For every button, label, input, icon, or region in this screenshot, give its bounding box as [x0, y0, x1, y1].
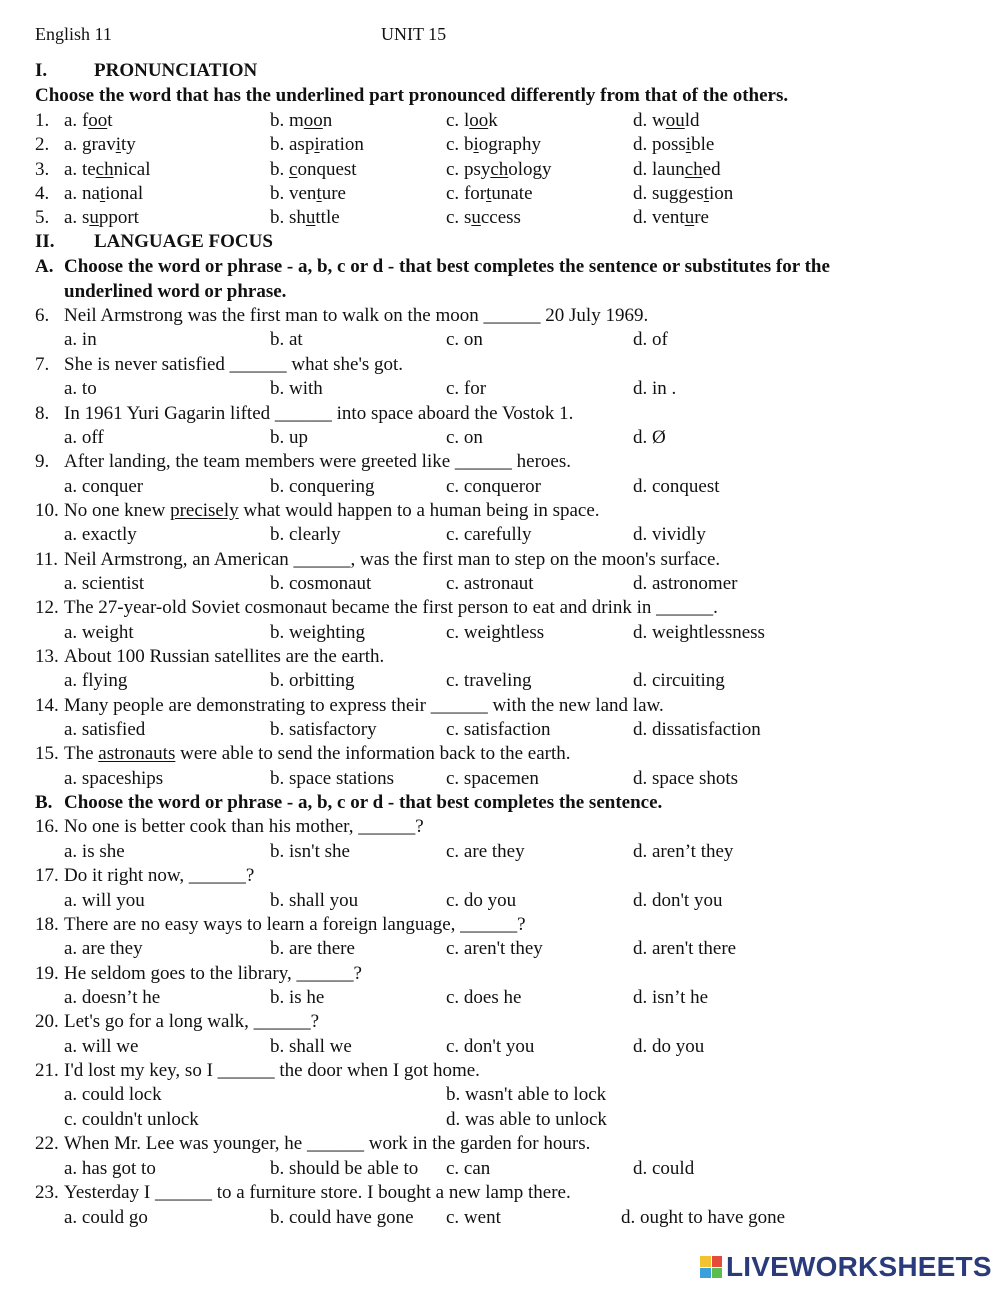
- question-text: The 27-year-old Soviet cosmonaut became the first person to eat and drink in ______.: [64, 597, 718, 618]
- underlined-word: precisely: [170, 500, 239, 521]
- question-12: 12. The 27-year-old Soviet cosmonaut became the first person to eat and drink in ______.: [35, 597, 718, 618]
- section-language-focus-heading: II. LANGUAGE FOCUS: [35, 231, 273, 252]
- option-a: a. could lock: [64, 1084, 162, 1105]
- option-b: b. moon: [270, 110, 333, 131]
- pron-question-2: 2. a. gravity b. aspiration c. biography d. possible: [35, 134, 715, 155]
- question-7-options: [0, 377, 1000, 401]
- question-text: No one is better cook than his mother, ______?: [64, 816, 424, 837]
- question-11-options: [0, 572, 1000, 596]
- underlined-part: t: [99, 183, 106, 204]
- option-b: b. shall you: [270, 890, 359, 911]
- option-b: b. shall we: [270, 1036, 352, 1057]
- question-7: 7. She is never satisfied ______ what she's got.: [35, 354, 404, 375]
- option-d: d. circuiting: [633, 670, 725, 691]
- option-a: a. has got to: [64, 1158, 156, 1179]
- pron-question-3: 3. a. technical b. conquest c. psychology d. launched: [35, 159, 721, 180]
- option-c: c. don't you: [446, 1036, 535, 1057]
- question-text: When Mr. Lee was younger, he ______ work in the garden for hours.: [64, 1133, 591, 1154]
- question-23: 23. Yesterday I ______ to a furniture store. I bought a new lamp there.: [35, 1182, 571, 1203]
- option-c: c. weightless: [446, 622, 545, 643]
- option-b: b. should be able to: [270, 1158, 419, 1179]
- underlined-part: t: [316, 183, 322, 204]
- page-header: [0, 22, 1000, 46]
- option-a: a. doesn’t he: [64, 987, 161, 1008]
- option-d: d. aren't there: [633, 938, 737, 959]
- option-a: a. exactly: [64, 524, 137, 545]
- option-d: d. launched: [633, 159, 721, 180]
- underlined-part: i: [314, 134, 320, 155]
- question-6-options: [0, 328, 1000, 352]
- question-9-options: [0, 475, 1000, 499]
- option-c: c. success: [446, 207, 521, 228]
- option-c: c. spacemen: [446, 768, 539, 789]
- option-a: a. foot: [64, 110, 113, 131]
- option-d: d. conquest: [633, 476, 720, 497]
- option-b: b. up: [270, 427, 308, 448]
- question-text: Do it right now, ______?: [64, 865, 255, 886]
- pronunciation-instruction: Choose the word that has the underlined part pronounced differently from that of the others.: [35, 85, 789, 106]
- pron-question-5: 5. a. support b. shuttle c. success d. venture: [35, 207, 709, 228]
- underlined-part: u: [89, 207, 99, 228]
- underlined-part: ou: [665, 110, 685, 131]
- question-20: 20. Let's go for a long walk, ______?: [35, 1011, 320, 1032]
- question-text: She is never satisfied ______ what she's got.: [64, 354, 404, 375]
- option-d: d. vividly: [633, 524, 706, 545]
- option-d: d. ought to have gone: [621, 1207, 786, 1228]
- question-6: 6. Neil Armstrong was the first man to walk on the moon ______ 20 July 1969.: [35, 305, 649, 326]
- option-b: b. conquering: [270, 476, 375, 497]
- question-text: Let's go for a long walk, ______?: [64, 1011, 320, 1032]
- subject-label: English 11: [35, 24, 112, 44]
- part-b-instruction: B. Choose the word or phrase - a, b, c or d - that best completes the sentence.: [35, 792, 663, 813]
- option-c: c. do you: [446, 890, 517, 911]
- option-b: b. isn't she: [270, 841, 350, 862]
- option-d: d. don't you: [633, 890, 723, 911]
- underlined-part: oo: [88, 110, 108, 131]
- option-b: b. wasn't able to lock: [446, 1084, 607, 1105]
- option-c: c. for: [446, 378, 487, 399]
- option-a: a. national: [64, 183, 144, 204]
- option-a: a. technical: [64, 159, 151, 180]
- underlined-part: ch: [95, 159, 114, 180]
- part-a-instruction-cont: underlined word or phrase.: [64, 281, 287, 302]
- underlined-part: i: [473, 134, 479, 155]
- option-b: b. clearly: [270, 524, 341, 545]
- option-c: c. look: [446, 110, 498, 131]
- question-22-options: [0, 1157, 1000, 1181]
- question-12-options: [0, 621, 1000, 645]
- section-pronunciation-heading: I. PRONUNCIATION: [35, 60, 258, 81]
- question-19: 19. He seldom goes to the library, ______?: [35, 963, 362, 984]
- question-text: The astronauts were able to send the information back to the earth.: [64, 743, 571, 764]
- question-text: In 1961 Yuri Gagarin lifted ______ into space aboard the Vostok 1.: [64, 403, 574, 424]
- option-d: d. possible: [633, 134, 715, 155]
- logo-mark-icon: [700, 1256, 722, 1278]
- question-18: 18. There are no easy ways to learn a foreign language, ______?: [35, 914, 526, 935]
- underlined-part: u: [684, 207, 695, 228]
- option-c: c. fortunate: [446, 183, 533, 204]
- pron-question-1: 1. a. foot b. moon c. look d. would: [35, 110, 700, 131]
- question-10-options: [0, 523, 1000, 547]
- underlined-part: oo: [303, 110, 323, 131]
- underlined-part: u: [471, 207, 481, 228]
- underlined-part: c: [289, 159, 298, 180]
- question-19-options: [0, 986, 1000, 1010]
- brand-name: LIVEWORKSHEETS: [726, 1251, 992, 1282]
- option-c: c. psychology: [446, 159, 552, 180]
- liveworksheets-logo: [700, 1252, 992, 1282]
- unit-label: UNIT 15: [381, 24, 447, 44]
- option-c: c. biography: [446, 134, 541, 155]
- option-c: c. astronaut: [446, 573, 534, 594]
- option-d: d. Ø: [633, 427, 666, 448]
- option-b: b. satisfactory: [270, 719, 377, 740]
- question-text: Neil Armstrong, an American ______, was the first man to step on the moon's surface.: [64, 549, 721, 570]
- option-c: c. does he: [446, 987, 522, 1008]
- option-d: d. isn’t he: [633, 987, 709, 1008]
- option-a: a. spaceships: [64, 768, 164, 789]
- option-a: a. gravity: [64, 134, 136, 155]
- question-23-options: [0, 1206, 1000, 1230]
- option-a: a. weight: [64, 622, 134, 643]
- option-a: a. could go: [64, 1207, 148, 1228]
- option-a: a. scientist: [64, 573, 145, 594]
- option-a: a. support: [64, 207, 139, 228]
- option-d: d. aren’t they: [633, 841, 734, 862]
- question-15: 15. The astronauts were able to send the information back to the earth.: [35, 743, 571, 764]
- option-d: d. was able to unlock: [446, 1109, 607, 1130]
- option-c: c. satisfaction: [446, 719, 551, 740]
- question-14: 14. Many people are demonstrating to express their ______ with the new land law.: [35, 695, 664, 716]
- question-14-options: [0, 718, 1000, 742]
- question-16-options: [0, 840, 1000, 864]
- question-13: 13. About 100 Russian satellites are the earth.: [35, 646, 385, 667]
- underlined-part: i: [115, 134, 121, 155]
- option-c: c. on: [446, 427, 483, 448]
- option-c: c. conqueror: [446, 476, 541, 497]
- underlined-part: ch: [490, 159, 509, 180]
- underlined-part: oo: [469, 110, 489, 131]
- option-b: b. are there: [270, 938, 355, 959]
- question-21: 21. I'd lost my key, so I ______ the door when I got home.: [35, 1060, 480, 1081]
- part-a-instruction: A. Choose the word or phrase - a, b, c or d - that best completes the sentence or substitutes for the: [35, 256, 830, 277]
- question-8-options: [0, 426, 1000, 450]
- question-22: 22. When Mr. Lee was younger, he ______ work in the garden for hours.: [35, 1133, 591, 1154]
- option-c: c. are they: [446, 841, 525, 862]
- option-b: b. with: [270, 378, 323, 399]
- question-15-options: [0, 767, 1000, 791]
- option-b: b. space stations: [270, 768, 395, 789]
- question-10: 10. No one knew precisely what would happen to a human being in space.: [35, 500, 600, 521]
- option-b: b. at: [270, 329, 303, 350]
- question-17: 17. Do it right now, ______?: [35, 865, 255, 886]
- option-d: d. space shots: [633, 768, 739, 789]
- option-d: d. would: [633, 110, 700, 131]
- question-21-options-row2: [0, 1108, 1000, 1132]
- option-d: d. of: [633, 329, 668, 350]
- question-text: I'd lost my key, so I ______ the door when I got home.: [64, 1060, 480, 1081]
- option-a: a. will you: [64, 890, 145, 911]
- underlined-part: t: [703, 183, 710, 204]
- option-a: a. satisfied: [64, 719, 146, 740]
- option-a: a. to: [64, 378, 97, 399]
- option-a: a. will we: [64, 1036, 139, 1057]
- option-b: b. shuttle: [270, 207, 340, 228]
- question-text: After landing, the team members were greeted like ______ heroes.: [64, 451, 572, 472]
- underlined-word: astronauts: [98, 743, 176, 764]
- option-d: d. weightlessness: [633, 622, 765, 643]
- option-a: a. flying: [64, 670, 128, 691]
- option-a: a. in: [64, 329, 97, 350]
- pron-question-4: 4. a. national b. venture c. fortunate d. suggestion: [35, 183, 734, 204]
- question-13-options: [0, 669, 1000, 693]
- option-b: b. venture: [270, 183, 346, 204]
- option-d: d. could: [633, 1158, 695, 1179]
- option-c: c. went: [446, 1207, 501, 1228]
- option-b: b. is he: [270, 987, 325, 1008]
- question-11: 11. Neil Armstrong, an American ______, was the first man to step on the moon's surface.: [35, 549, 721, 570]
- underlined-part: t: [486, 183, 492, 204]
- question-9: 9. After landing, the team members were greeted like ______ heroes.: [35, 451, 572, 472]
- underlined-part: ch: [684, 159, 703, 180]
- option-c: c. traveling: [446, 670, 532, 691]
- question-18-options: [0, 937, 1000, 961]
- option-d: d. do you: [633, 1036, 705, 1057]
- underlined-part: i: [685, 134, 692, 155]
- option-c: c. carefully: [446, 524, 532, 545]
- option-d: d. suggestion: [633, 183, 734, 204]
- option-c: c. on: [446, 329, 483, 350]
- question-text: There are no easy ways to learn a foreign language, ______?: [64, 914, 526, 935]
- question-8: 8. In 1961 Yuri Gagarin lifted ______ into space aboard the Vostok 1.: [35, 403, 574, 424]
- question-text: Many people are demonstrating to express their ______ with the new land law.: [64, 695, 664, 716]
- question-21-options-row1: [0, 1083, 1000, 1107]
- option-a: a. conquer: [64, 476, 144, 497]
- option-a: a. are they: [64, 938, 143, 959]
- underlined-part: u: [305, 207, 316, 228]
- option-c: c. aren't they: [446, 938, 543, 959]
- option-c: c. couldn't unlock: [64, 1109, 199, 1130]
- option-b: b. cosmonaut: [270, 573, 372, 594]
- option-d: d. venture: [633, 207, 709, 228]
- option-b: b. weighting: [270, 622, 365, 643]
- question-text: Yesterday I ______ to a furniture store. I bought a new lamp there.: [64, 1182, 571, 1203]
- option-c: c. can: [446, 1158, 491, 1179]
- question-17-options: [0, 889, 1000, 913]
- question-text: He seldom goes to the library, ______?: [64, 963, 362, 984]
- option-a: a. off: [64, 427, 104, 448]
- option-b: b. conquest: [270, 159, 357, 180]
- question-text: About 100 Russian satellites are the earth.: [64, 646, 385, 667]
- option-d: d. astronomer: [633, 573, 738, 594]
- option-b: b. could have gone: [270, 1207, 414, 1228]
- question-20-options: [0, 1035, 1000, 1059]
- option-d: d. in .: [633, 378, 677, 399]
- option-d: d. dissatisfaction: [633, 719, 761, 740]
- question-text: No one knew precisely what would happen to a human being in space.: [64, 500, 600, 521]
- option-a: a. is she: [64, 841, 125, 862]
- question-16: 16. No one is better cook than his mother, ______?: [35, 816, 424, 837]
- question-text: Neil Armstrong was the first man to walk on the moon ______ 20 July 1969.: [64, 305, 649, 326]
- option-b: b. aspiration: [270, 134, 364, 155]
- option-b: b. orbitting: [270, 670, 355, 691]
